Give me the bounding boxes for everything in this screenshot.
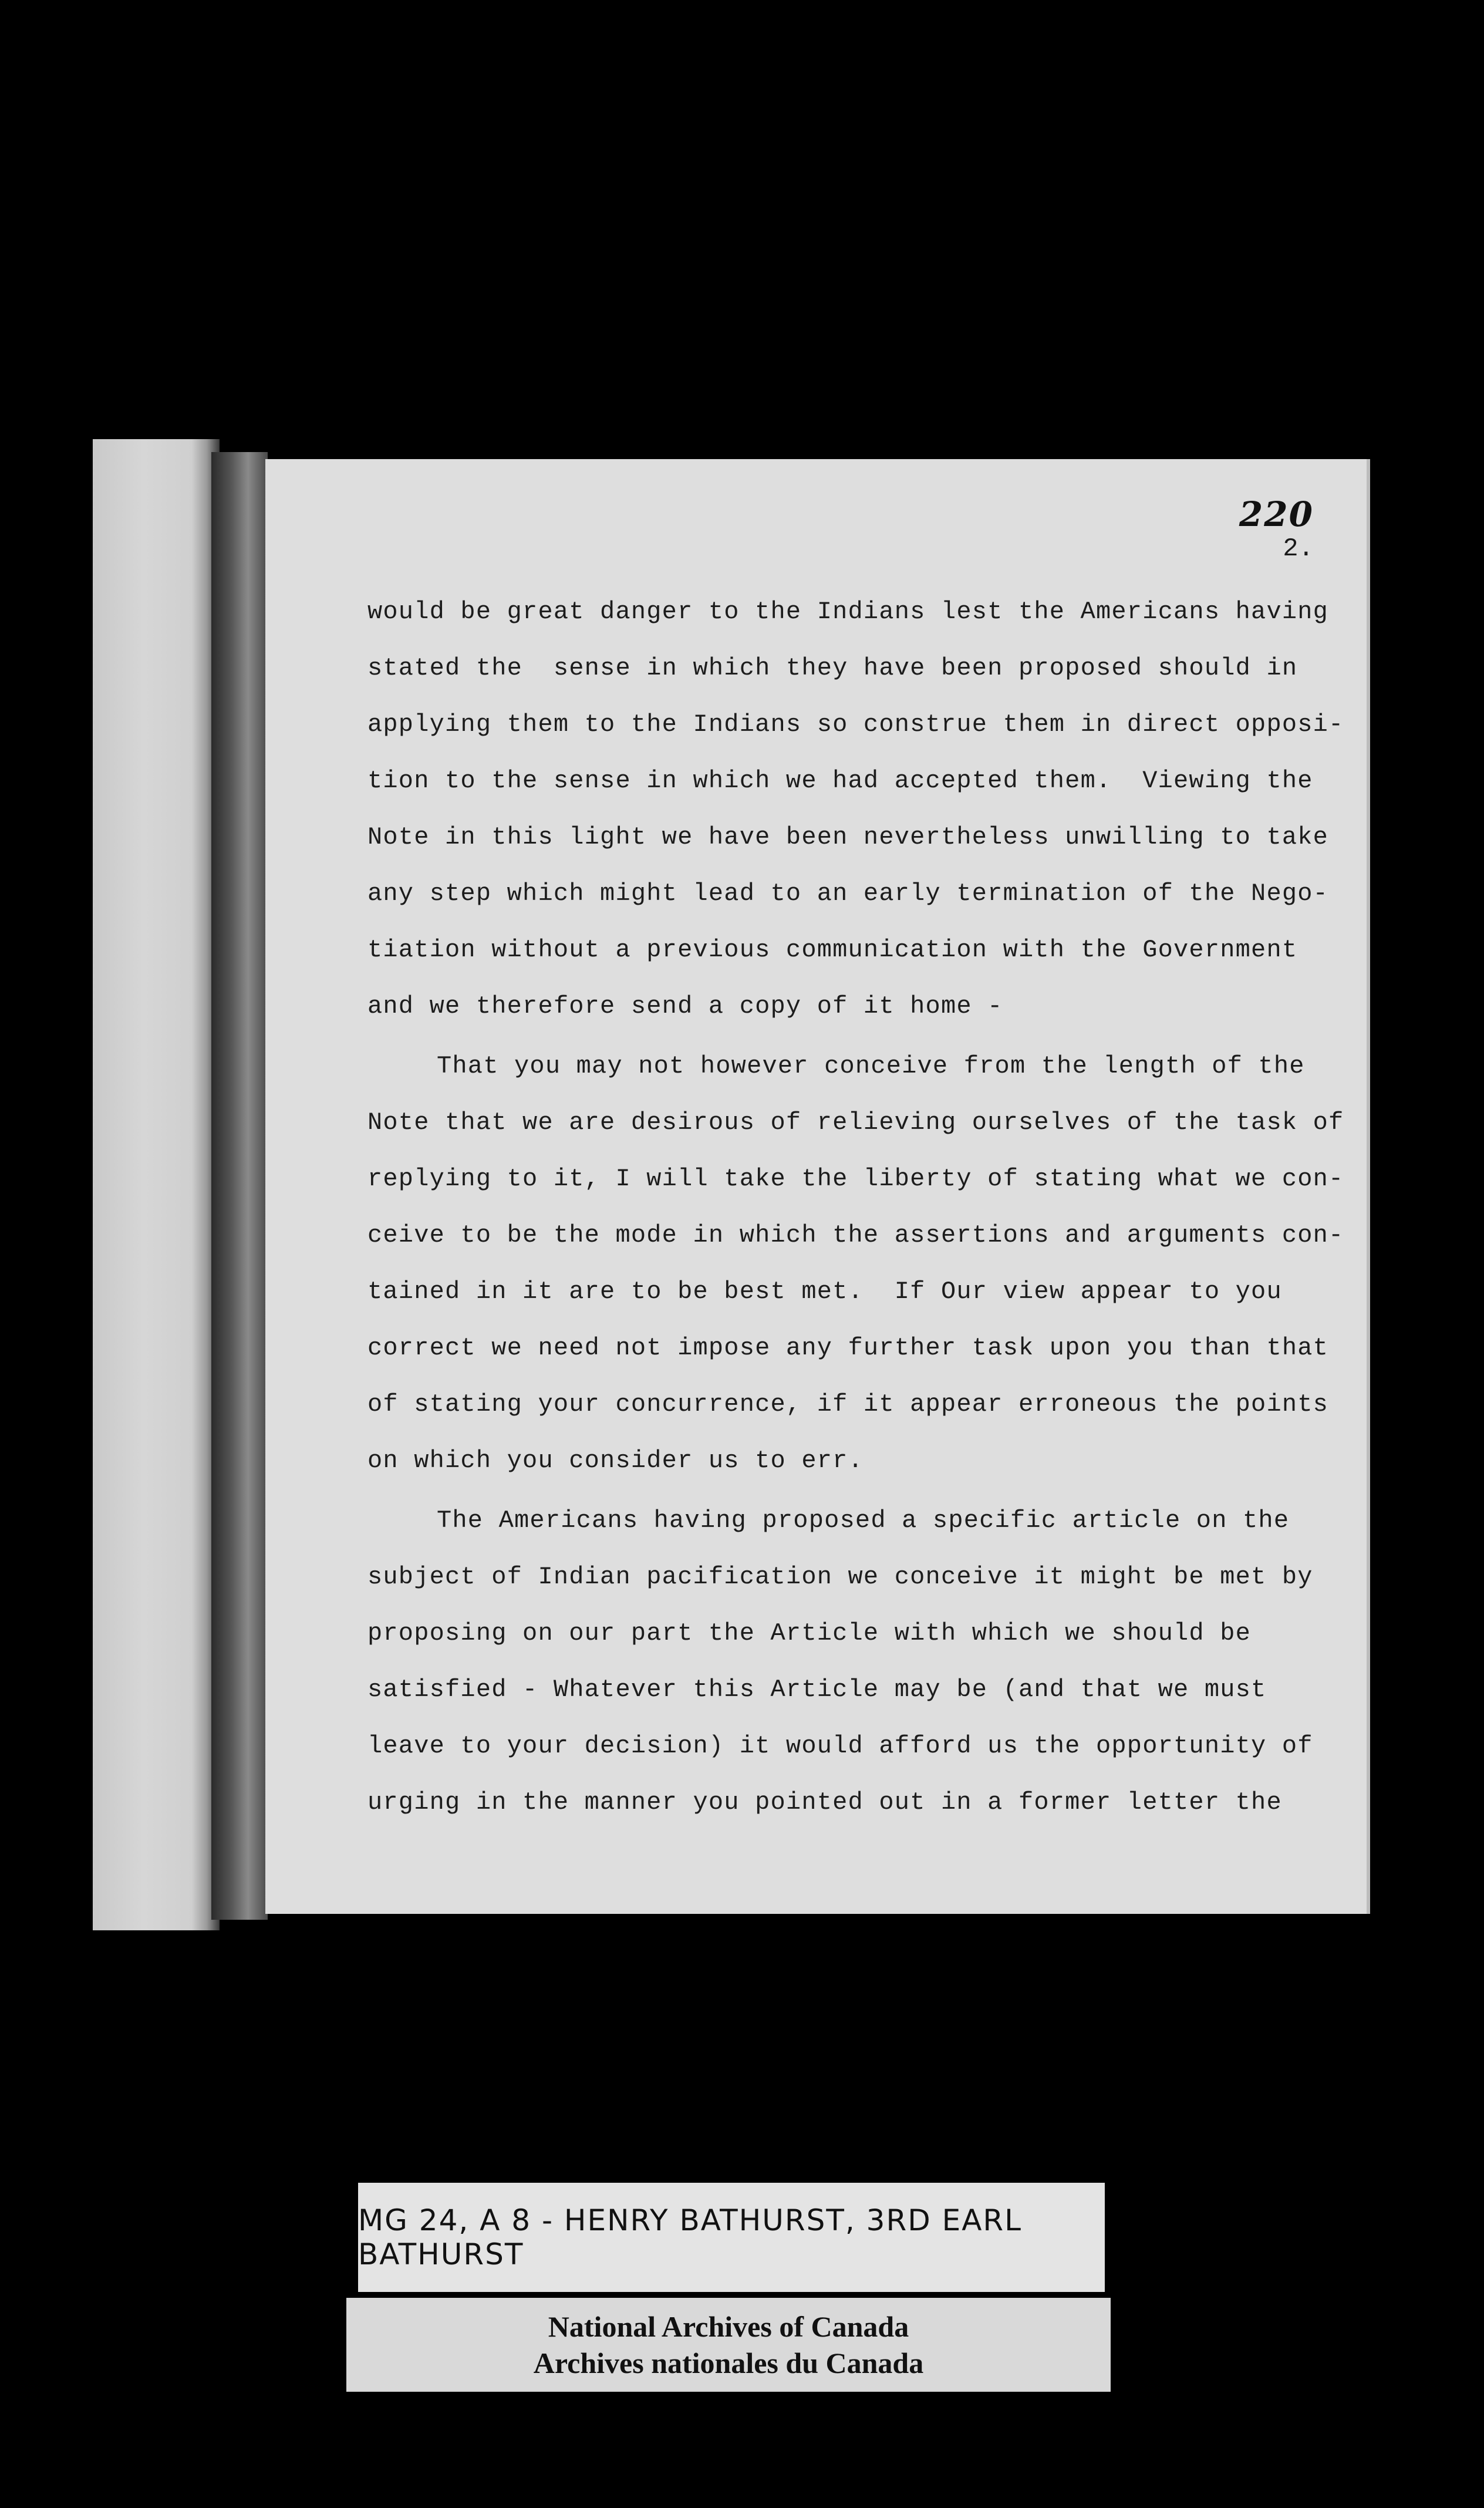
text-line: stated the sense in which they have been proposed should in bbox=[367, 654, 1298, 682]
text-line: urging in the manner you pointed out in a former letter the bbox=[367, 1788, 1282, 1816]
text-line: subject of Indian pacification we conceive it might be met by bbox=[367, 1563, 1313, 1591]
text-line: Note in this light we have been nevertheless unwilling to take bbox=[367, 823, 1329, 851]
text-line: ceive to be the mode in which the assertions and arguments con- bbox=[367, 1221, 1344, 1249]
book-spine bbox=[211, 452, 268, 1920]
document-page bbox=[265, 459, 1370, 1914]
collection-label bbox=[358, 2183, 1105, 2292]
page-number: 2. bbox=[1283, 534, 1314, 564]
text-line: and we therefore send a copy of it home - bbox=[367, 992, 1003, 1020]
text-line: tion to the sense in which we had accepted them. Viewing the bbox=[367, 767, 1313, 795]
text-line: replying to it, I will take the liberty of stating what we con- bbox=[367, 1165, 1344, 1193]
text-line: on which you consider us to err. bbox=[367, 1447, 864, 1475]
text-line: proposing on our part the Article with which we should be bbox=[367, 1619, 1252, 1647]
collection-label-text: MG 24, A 8 - HENRY BATHURST, 3RD EARL BATHURST bbox=[358, 2203, 1023, 2271]
text-line: Note that we are desirous of relieving ourselves of the task of bbox=[367, 1108, 1344, 1137]
text-line: applying them to the Indians so construe them in direct opposi- bbox=[367, 710, 1344, 739]
text-line: tiation without a previous communication with the Government bbox=[367, 936, 1298, 964]
letter-body bbox=[367, 584, 1344, 1831]
left-page-edge bbox=[93, 439, 220, 1930]
text-line: The Americans having proposed a specific article on the bbox=[437, 1506, 1290, 1535]
text-line: satisfied - Whatever this Article may be (and that we must bbox=[367, 1676, 1267, 1704]
text-line: would be great danger to the Indians lest the Americans having bbox=[367, 598, 1329, 626]
text-line: of stating your concurrence, if it appear erroneous the points bbox=[367, 1390, 1329, 1418]
text-line: leave to your decision) it would afford us the opportunity of bbox=[367, 1732, 1313, 1760]
archives-name-fr: Archives nationales du Canada bbox=[533, 2347, 924, 2379]
text-line: correct we need not impose any further task upon you than that bbox=[367, 1334, 1329, 1362]
text-line: tained in it are to be best met. If Our view appear to you bbox=[367, 1277, 1282, 1306]
archives-label bbox=[346, 2298, 1111, 2392]
text-line: That you may not however conceive from the length of the bbox=[437, 1052, 1305, 1080]
text-line: any step which might lead to an early termination of the Nego- bbox=[367, 879, 1329, 908]
folio-number: 220 bbox=[1239, 494, 1314, 534]
archives-name-en: National Archives of Canada bbox=[548, 2310, 909, 2343]
